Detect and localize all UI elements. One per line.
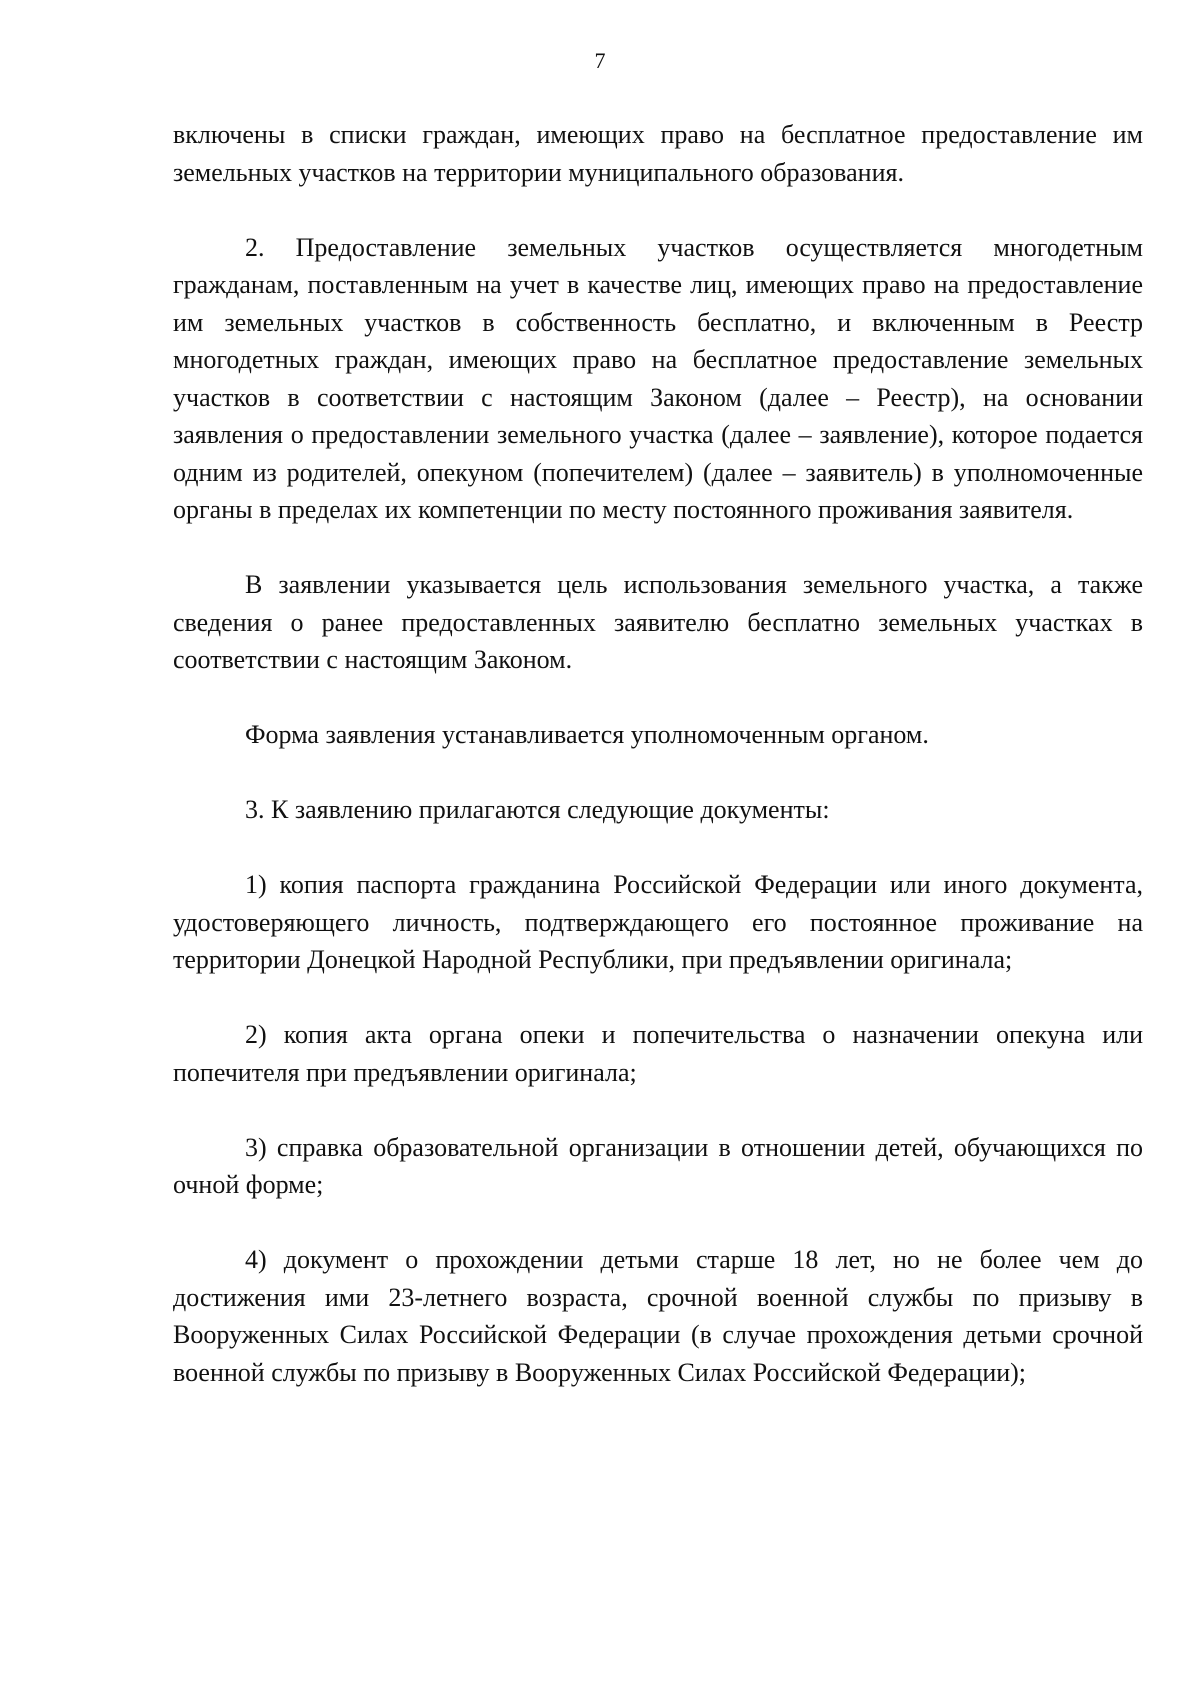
list-item-2: 2) копия акта органа опеки и попечительства о назначении опекуна или попечителя при предъявлении оригинала; — [173, 1020, 1143, 1087]
list-item-1: 1) копия паспорта гражданина Российской Федерации или иного документа, удостоверяющего личность, подтверждающего его постоянное проживание на территории Донецкой Народной Республики, при предъявлении оригинала; — [173, 870, 1143, 974]
paragraph-application-content: В заявлении указывается цель использования земельного участка, а также сведения о ранее предоставленных заявителю бесплатно земельных участках в соответствии с настоящим Законом. — [173, 570, 1143, 674]
list-item-4: 4) документ о прохождении детьми старше 18 лет, но не более чем до достижения ими 23-летнего возраста, срочной военной службы по призыву в Вооруженных Силах Российской Федерации (в случае прохождения детьми срочной военной службы по призыву в Вооруженных Силах Российской Федерации); — [173, 1245, 1143, 1387]
page-number: 7 — [594, 48, 606, 73]
paragraph-application-form: Форма заявления устанавливается уполномоченным органом. — [245, 720, 929, 749]
paragraph-continuation: включены в списки граждан, имеющих право на бесплатное предоставление им земельных участков на территории муниципального образования. — [173, 120, 1143, 187]
paragraph-item-2: 2. Предоставление земельных участков осуществляется многодетным гражданам, поставленным на учет в качестве лиц, имеющих право на предоставление им земельных участков в собственность бесплатно, и включенным в Реестр многодетных граждан, имеющих право на бесплатное предоставление земельных участков в соответствии с настоящим Законом (далее – Реестр), на основании заявления о предоставлении земельного участка (далее – заявление), которое подается одним из родителей, опекуном (попечителем) (далее – заявитель) в уполномоченные органы в пределах их компетенции по месту постоянного проживания заявителя. — [173, 232, 1143, 524]
document-body — [173, 116, 1143, 1429]
list-item-3: 3) справка образовательной организации в отношении детей, обучающихся по очной форме; — [173, 1132, 1143, 1199]
paragraph-item-3: 3. К заявлению прилагаются следующие документы: — [245, 795, 830, 824]
